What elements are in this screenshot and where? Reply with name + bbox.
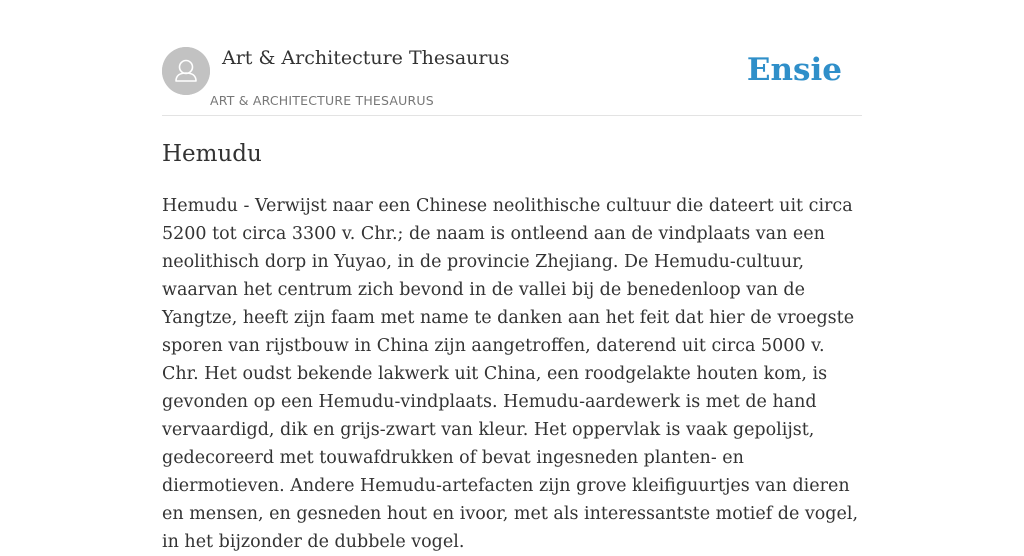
- brand-logo[interactable]: Ensie: [746, 52, 842, 88]
- source-subtitle: ART & ARCHITECTURE THESAURUS: [210, 93, 434, 108]
- source-title[interactable]: Art & Architecture Thesaurus: [222, 47, 510, 69]
- source-header: [162, 0, 862, 116]
- entry-body: Hemudu - Verwijst naar een Chinese neolithische cultuur die dateert uit circa 5200 tot circa 3300 v. Chr.; de naam is ontleend aan de vindplaats van een neolithisch dorp in Yuyao, in de provincie Zhejiang. De Hemudu-cultuur, waarvan het centrum zich bevond in de vallei bij de benedenloop van de Yangtze, heeft zijn faam met name te danken aan het feit dat hier de vroegste sporen van rijstbouw in China zijn aangetroffen, daterend uit circa 5000 v. Chr. Het oudst bekende lakwerk uit China, een roodgelakte houten kom, is gevonden op een Hemudu-vindplaats. Hemudu-aardewerk is met de hand vervaardigd, dik en grijs-zwart van kleur. Het oppervlak is vaak gepolijst, gedecoreerd met touwafdrukken of bevat ingesneden planten- en diermotieven. Andere Hemudu-artefacten zijn grove kleifiguurtjes van dieren en mensen, en gesneden hout en ivoor, met als interessantste motief de vogel, in het bijzonder de dubbele vogel.: [162, 196, 859, 552]
- page: [162, 0, 862, 552]
- user-avatar-icon: [162, 47, 210, 95]
- source-avatar[interactable]: [162, 47, 210, 95]
- entry-title: Hemudu: [162, 141, 262, 167]
